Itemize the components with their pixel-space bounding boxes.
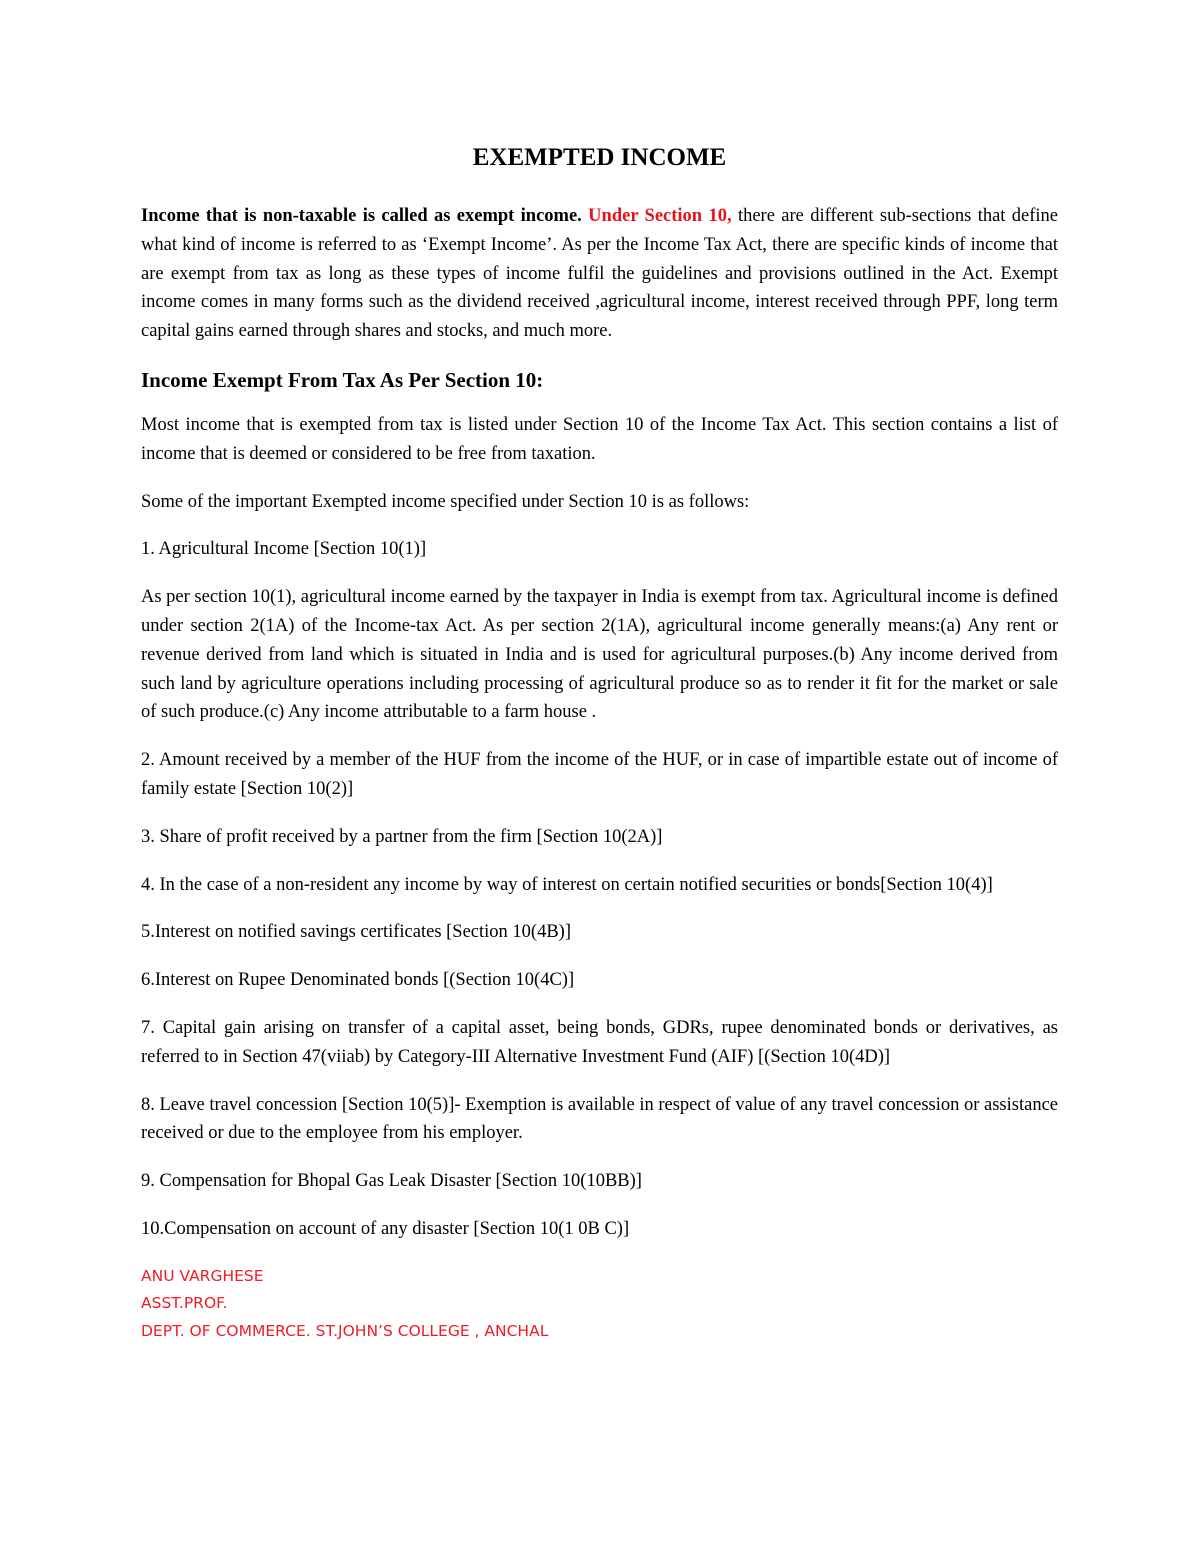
author-department: DEPT. OF COMMERCE. ST.JOHN’S COLLEGE , ANCHAL [141, 1321, 549, 1340]
list-item-7: 7. Capital gain arising on transfer of a capital asset, being bonds, GDRs, rupee denominated bonds or derivatives, as referred to in Section 47(viiab) by Category-III Alternative Investment Fund (AIF) [(Section 10(4D)] [141, 1017, 1058, 1067]
author-name: ANU VARGHESE [141, 1266, 264, 1285]
list-item-6: 6.Interest on Rupee Denominated bonds [(Section 10(4C)] [141, 970, 575, 991]
intro-rest: there are different sub-sections that define what kind of income is referred to as ‘Exempt Income’. As per the Income Tax Act, there are specific kinds of income that are exempt from tax as long as these types of income fulfil the guidelines and provisions outlined in the Act. Exempt income comes in many forms such as the dividend received ,agricultural income, interest received through PPF, long term capital gains earned through shares and stocks, and much more. [141, 206, 1059, 342]
author-designation: ASST.PROF. [141, 1294, 228, 1313]
document-page [141, 138, 1058, 1345]
list-item-9: 9. Compensation for Bhopal Gas Leak Disaster [Section 10(10BB)] [141, 1171, 642, 1192]
list-item-2: 2. Amount received by a member of the HUF from the income of the HUF, or in case of impartible estate out of income of family estate [Section 10(2)] [141, 750, 1058, 799]
list-item-4: 4. In the case of a non-resident any income by way of interest on certain notified securities or bonds[Section 10(4)] [141, 874, 993, 895]
intro-highlight: Under Section 10, [588, 206, 732, 226]
author-signature [141, 1263, 1058, 1346]
document-title: EXEMPTED INCOME [472, 144, 727, 171]
paragraph-list-intro: Some of the important Exempted income specified under Section 10 is as follows: [141, 491, 750, 512]
list-item-1: 1. Agricultural Income [Section 10(1)] [141, 539, 427, 560]
agricultural-income-detail: As per section 10(1), agricultural income earned by the taxpayer in India is exempt from tax. Agricultural income is defined under section 2(1A) of the Income-tax Act. As per section 2(1A), agricultural income generally means:(a) Any rent or revenue derived from land which is situated in India and is used for agricultural purposes.(b) Any income derived from such land by agriculture operations including processing of agricultural produce so as to render it fit for the market or sale of such produce.(c) Any income attributable to a farm house . [141, 587, 1058, 723]
intro-lead: Income that is non-taxable is called as exempt income. [141, 206, 582, 226]
list-item-8: 8. Leave travel concession [Section 10(5)]- Exemption is available in respect of value of any travel concession or assistance received or due to the employee from his employer. [141, 1094, 1058, 1144]
list-item-5: 5.Interest on notified savings certificates [Section 10(4B)] [141, 922, 571, 943]
intro-paragraph [141, 202, 1058, 346]
list-item-3: 3. Share of profit received by a partner from the firm [Section 10(2A)] [141, 826, 663, 847]
section-heading: Income Exempt From Tax As Per Section 10: [141, 367, 544, 392]
paragraph-overview: Most income that is exempted from tax is listed under Section 10 of the Income Tax Act. This section contains a list of income that is deemed or considered to be free from taxation. [141, 414, 1058, 464]
list-item-10: 10.Compensation on account of any disaster [Section 10(1 0B C)] [141, 1218, 630, 1239]
